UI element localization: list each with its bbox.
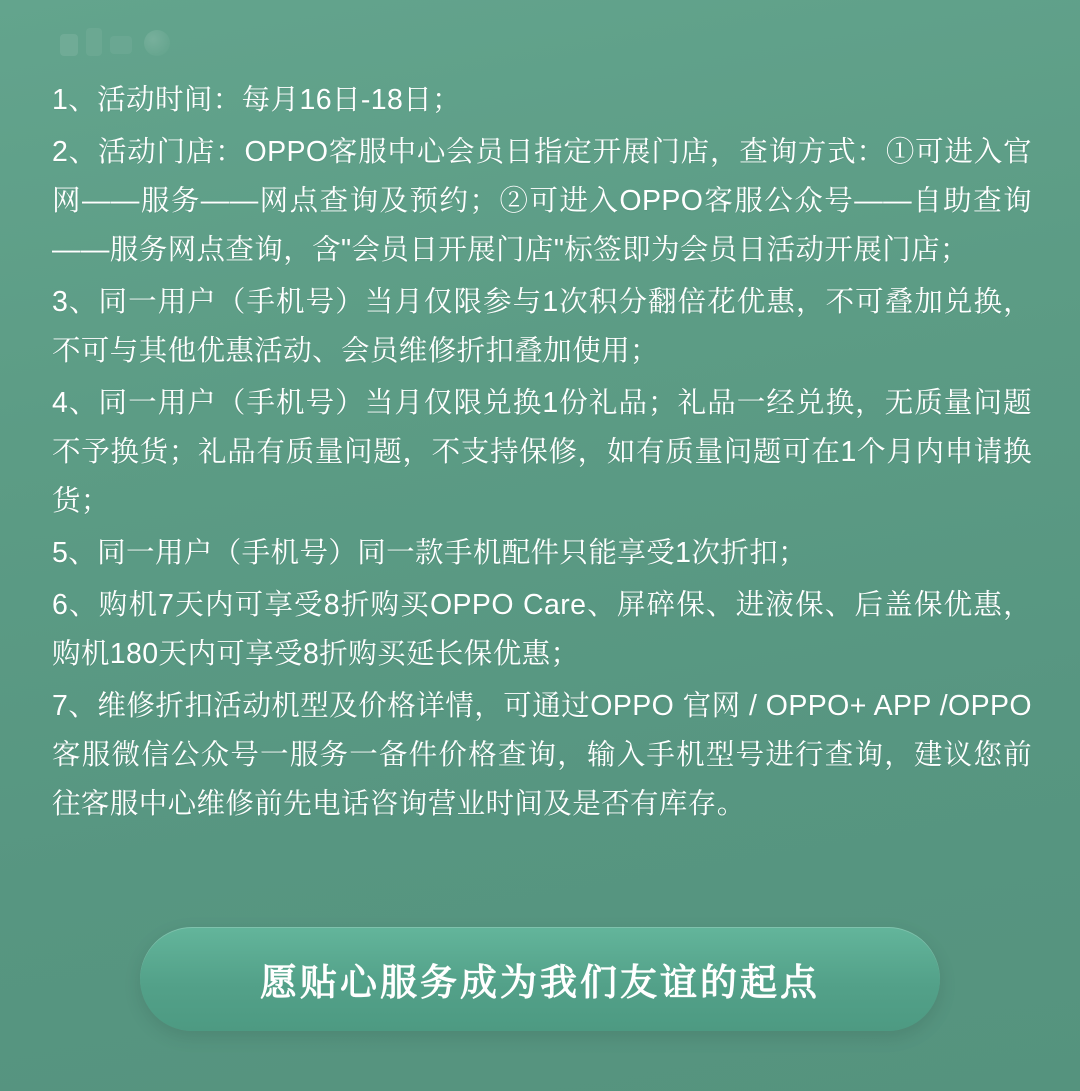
watermark-bar-3	[110, 36, 132, 54]
terms-item: 7、维修折扣活动机型及价格详情，可通过OPPO 官网 / OPPO+ APP /OPPO 客服微信公众号一服务一备件价格查询，输入手机型号进行查询，建议您前往客服中心维修前先电话咨询营业时间及是否有库存。	[52, 690, 1032, 820]
watermark-bar-2	[86, 28, 102, 56]
cta-button[interactable]	[140, 927, 940, 1031]
terms-item: 6、购机7天内可享受8折购买OPPO Care、屏碎保、进液保、后盖保优惠，购机180天内可享受8折购买延长保优惠；	[52, 589, 1032, 670]
terms-item: 5、同一用户（手机号）同一款手机配件只能享受1次折扣；	[52, 537, 808, 569]
watermark-logo	[52, 24, 182, 64]
terms-item: 2、活动门店：OPPO客服中心会员日指定开展门店，查询方式：①可进入官网——服务——网点查询及预约；②可进入OPPO客服公众号——自助查询——服务网点查询，含"会员日开展门店"标签即为会员日活动开展门店；	[52, 136, 1032, 266]
watermark-bar-1	[60, 34, 78, 56]
terms-item: 1、活动时间：每月16日-18日；	[52, 84, 462, 116]
watermark-dot-icon	[144, 30, 170, 56]
cta-container	[0, 927, 1080, 1031]
terms-list	[52, 76, 1032, 832]
cta-button-label: 愿贴心服务成为我们友谊的起点	[260, 962, 820, 1003]
terms-item: 3、同一用户（手机号）当月仅限参与1次积分翻倍花优惠，不可叠加兑换，不可与其他优惠活动、会员维修折扣叠加使用；	[52, 286, 1032, 367]
terms-item: 4、同一用户（手机号）当月仅限兑换1份礼品；礼品一经兑换，无质量问题不予换货；礼品有质量问题，不支持保修，如有质量问题可在1个月内申请换货；	[52, 387, 1032, 517]
